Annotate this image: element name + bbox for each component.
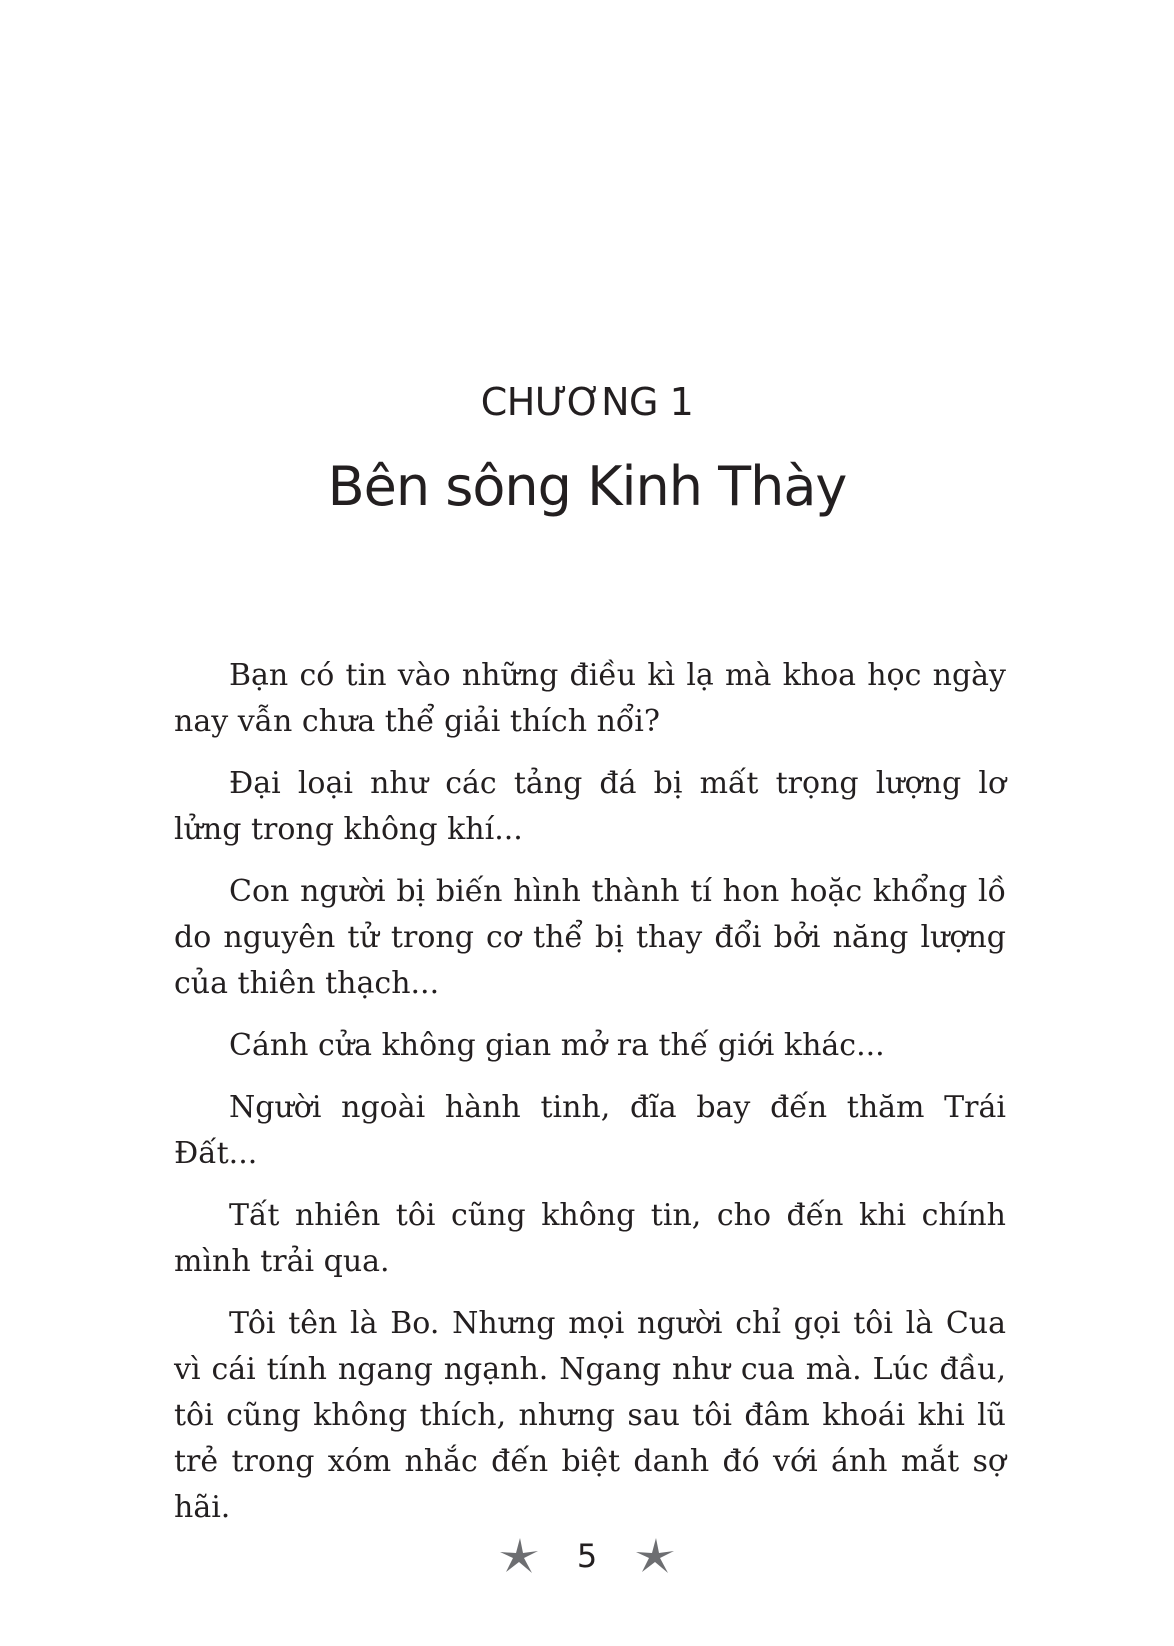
chapter-title: Bên sông Kinh Thày (327, 455, 847, 518)
chapter-label: CHƯƠNG 1 (480, 380, 694, 424)
page-number: 5 (576, 1537, 598, 1575)
paragraph: Bạn có tin vào những điều kì lạ mà khoa học ngày nay vẫn chưa thể giải thích nổi? (174, 658, 1006, 739)
star-icon (635, 1536, 675, 1576)
paragraph: Tất nhiên tôi cũng không tin, cho đến khi chính mình trải qua. (174, 1198, 1006, 1279)
paragraph: Người ngoài hành tinh, đĩa bay đến thăm Trái Đất... (174, 1090, 1006, 1171)
paragraph: Đại loại như các tảng đá bị mất trọng lượng lơ lửng trong không khí... (174, 766, 1006, 847)
star-icon (499, 1536, 539, 1576)
paragraph: Cánh cửa không gian mở ra thế giới khác... (229, 1028, 885, 1063)
body-text (174, 653, 1006, 1547)
paragraph: Tôi tên là Bo. Nhưng mọi người chỉ gọi tôi là Cua vì cái tính ngang ngạnh. Ngang như cua mà. Lúc đầu, tôi cũng không thích, nhưng sau tôi đâm khoái khi lũ trẻ trong xóm nhắc đến biệt danh đó với ánh mắt sợ hãi. (174, 1306, 1006, 1525)
paragraph: Con người bị biến hình thành tí hon hoặc khổng lồ do nguyên tử trong cơ thể bị thay đổi bởi năng lượng của thiên thạch... (174, 874, 1006, 1001)
page-footer (0, 1528, 1174, 1584)
